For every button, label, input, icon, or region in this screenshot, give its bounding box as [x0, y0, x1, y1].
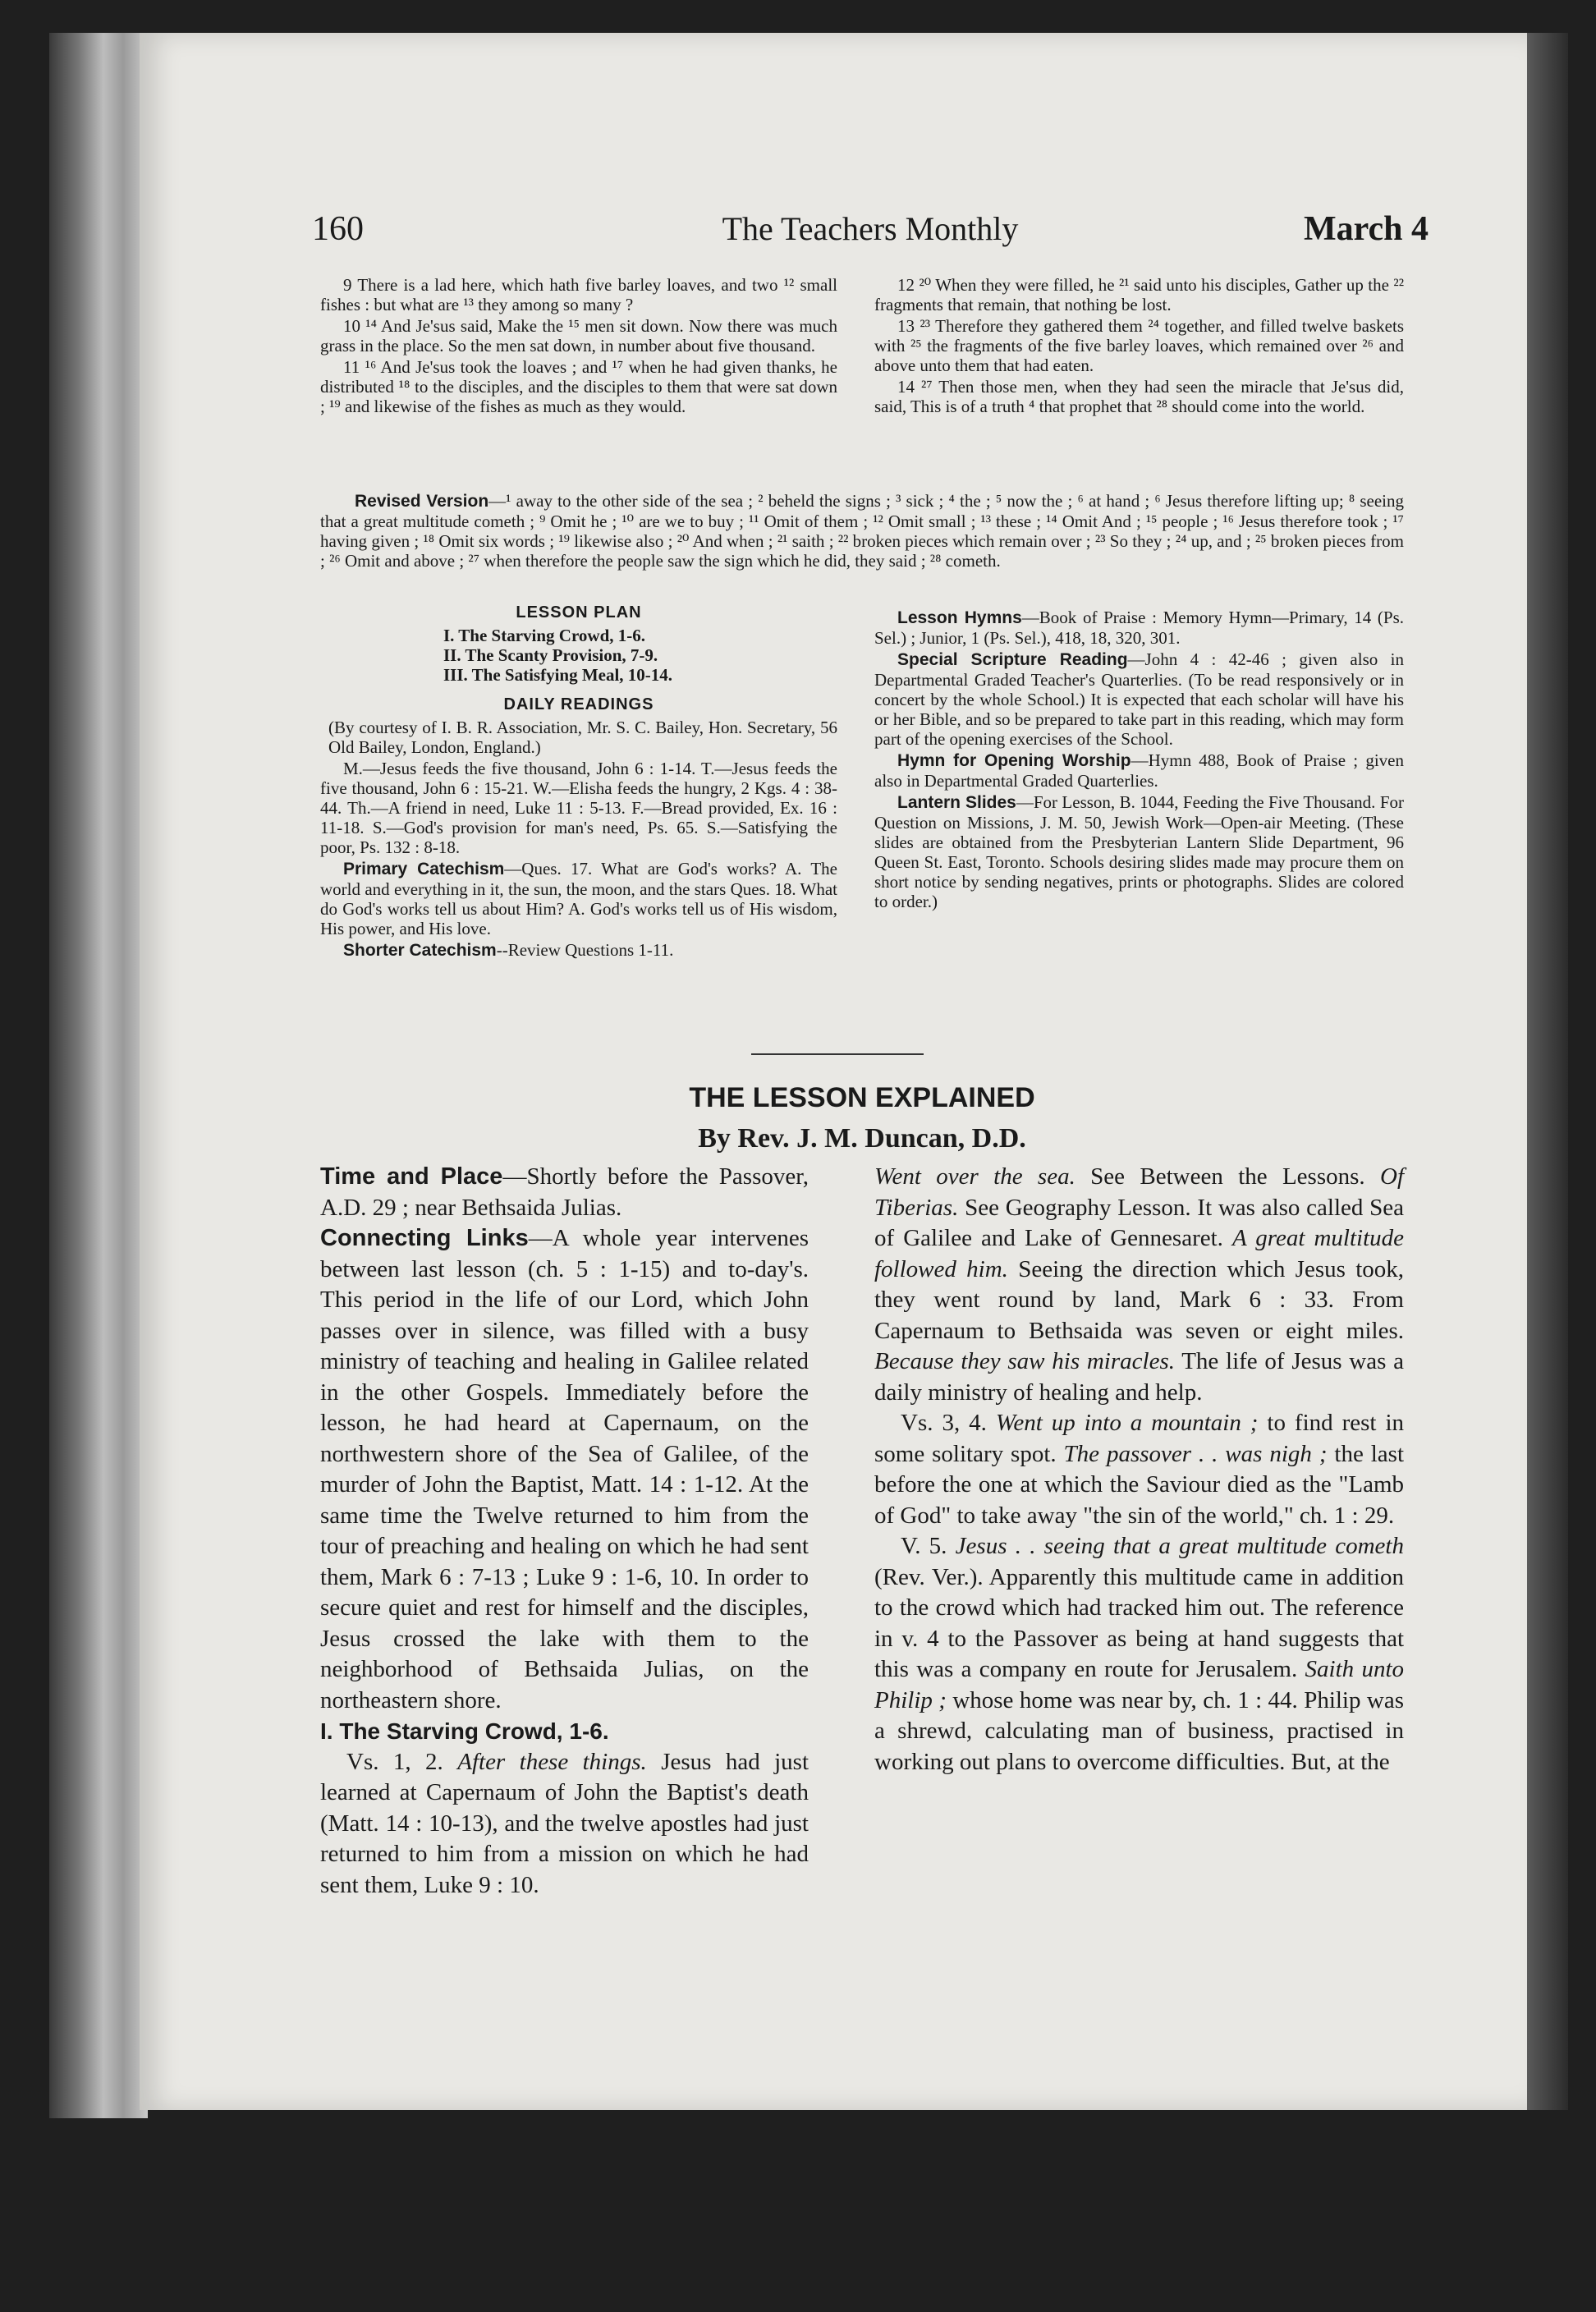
shorter-catechism-text: --Review Questions 1-11.	[496, 940, 674, 960]
scripture-right	[874, 275, 1404, 418]
body-text: to find rest in some solitary spot.	[874, 1410, 1405, 1467]
italic-phrase: Of Tiberias.	[874, 1163, 1404, 1221]
vs12-italic: After these things.	[457, 1748, 647, 1775]
revised-version	[320, 491, 1404, 572]
shorter-catechism-label: Shorter Catechism	[343, 941, 497, 960]
lesson-plan-title: LESSON PLAN	[516, 603, 642, 622]
v5-lead: V. 5.	[901, 1533, 947, 1559]
body-text: See Geography Lesson. It was also called Sea of Galilee and Lake of Gennesaret.	[874, 1194, 1404, 1251]
opening-hymn-label: Hymn for Opening Worship	[897, 751, 1131, 770]
left-notes	[320, 598, 837, 962]
lesson-date: March 4	[1303, 210, 1429, 248]
byline: By Rev. J. M. Duncan, D.D.	[698, 1123, 1026, 1154]
verse-10: 10 ¹⁴ And Je'sus said, Make the ¹⁵ men sit down. Now there was much grass in the place. So the men sat down, in number about five thousand.	[320, 316, 837, 356]
verse-14: 14 ²⁷ Then those men, when they had seen the miracle that Je'sus did, said, This is of a truth ⁴ that prophet that ²⁸ should come into the world.	[874, 377, 1404, 416]
daily-readings-text: M.—Jesus feeds the five thousand, John 6 : 1-14. T.—Jesus feeds the five thousand, John 6 : 15-21. W.—Elisha feeds the hungry, 2 Kgs. 4 : 38-44. Th.—A friend in need, Luke 11 : 5-13. F.—Bread provided, Ex. 16 : 11-18. S.—God's provision for man's need, Ps. 65. S.—Satisfying the poor, Ps. 132 : 8-18.	[320, 759, 837, 857]
lantern-slides-label: Lantern Slides	[897, 793, 1016, 812]
body-text: (Rev. Ver.). Apparently this multitude came in addition to the crowd which had tracked him out. The reference in v. 4 to the Passover as being at hand suggests that this was a company en route for Jerusalem.	[874, 1563, 1404, 1682]
page-header	[312, 209, 1429, 259]
lesson-explained-title: THE LESSON EXPLAINED	[689, 1082, 1035, 1113]
lesson-hymns-text: —Book of Praise : Memory Hymn—Primary, 14 (Ps. Sel.) ; Junior, 1 (Ps. Sel.), 418, 18, 320, 301.	[874, 608, 1404, 648]
plan-item-2: II. The Scanty Provision, 7-9.	[443, 645, 658, 665]
running-title: The Teachers Monthly	[722, 210, 1019, 247]
explained-left	[320, 1162, 809, 1901]
body-text: the last before the one at which the Saviour died as the "Lamb of God" to take away "the sin of the world," ch. 1 : 29.	[874, 1440, 1405, 1529]
primary-catechism-text: —Ques. 17. What are God's works? A. The world and everything in it, the sun, the moon, and the stars Ques. 18. What do God's works tell us about Him? A. God's works tell us of His wisdom, His power, and His love.	[320, 859, 837, 938]
lantern-slides-text: —For Lesson, B. 1044, Feeding the Five Thousand. For Question on Missions, J. M. 50, Jewish Work—Open-air Meeting. (These slides are obtained from the Presbyterian Lantern Slide Department, 96 Queen St. East, Toronto. Schools desiring slides made may procure them on short notice by sending negatives, prints or photographs. Slides are colored to order.)	[874, 792, 1404, 911]
time-place-label: Time and Place	[320, 1163, 503, 1190]
connecting-links-label: Connecting Links	[320, 1225, 529, 1251]
italic-phrase: Went over the sea.	[874, 1163, 1075, 1190]
vs12-lead: Vs. 1, 2.	[346, 1748, 443, 1775]
verse-12: 12 ²⁰ When they were filled, he ²¹ said unto his disciples, Gather up the ²² fragments that remain, that nothing be lost.	[874, 275, 1404, 314]
body-text: whose home was near by, ch. 1 : 44. Philip was a shrewd, calculating man of business, practised in working out plans to overcome difficulties. But, at the	[874, 1686, 1404, 1775]
italic-phrase: A great multitude followed him.	[874, 1225, 1404, 1282]
italic-phrase: Went up into a mountain ;	[995, 1410, 1259, 1436]
primary-catechism-label: Primary Catechism	[343, 860, 505, 878]
page-number: 160	[312, 210, 364, 248]
verse-13: 13 ²³ Therefore they gathered them ²⁴ together, and filled twelve baskets with ²⁵ the fragments of the five barley loaves, which remained over ²⁶ and above unto them that had eaten.	[874, 316, 1404, 375]
daily-readings-title: DAILY READINGS	[503, 695, 654, 713]
vs34-lead: Vs. 3, 4.	[901, 1410, 987, 1436]
daily-readings-courtesy: (By courtesy of I. B. R. Association, Mr. S. C. Bailey, Hon. Secretary, 56 Old Bailey, London, England.)	[328, 718, 837, 757]
italic-phrase: The passover . . was nigh ;	[1063, 1440, 1328, 1467]
italic-phrase: Saith unto Philip ;	[874, 1656, 1404, 1713]
gutter-shadow	[1527, 33, 1568, 2110]
lesson-hymns-label: Lesson Hymns	[897, 608, 1022, 627]
scripture-reading-label: Special Scripture Reading	[897, 650, 1128, 669]
time-place-text: —Shortly before the Passover, A.D. 29 ; near Bethsaida Julias.	[320, 1163, 809, 1221]
right-notes	[874, 608, 1404, 913]
italic-phrase: Jesus . . seeing that a great multitude cometh	[955, 1533, 1404, 1559]
opening-hymn-text: —Hymn 488, Book of Praise ; given also in Departmental Graded Quarterlies.	[874, 750, 1404, 791]
body-text: See Between the Lessons.	[1075, 1163, 1380, 1190]
body-text: The life of Jesus was a daily ministry of healing and help.	[874, 1348, 1404, 1406]
explained-right	[874, 1162, 1404, 1778]
connecting-links-text: —A whole year intervenes between last lesson (ch. 5 : 1-15) and to-day's. This period in the life of our Lord, which John passes over in silence, was filled with a busy ministry of teaching and healing in Galilee related in the other Gospels. Immediately before the lesson, he had heard at Capernaum, on the northwestern shore of the Sea of Galilee, of the murder of John the Baptist, Matt. 14 : 1-12. At the same time the Twelve returned to him from the tour of preaching and healing on which he had sent them, Mark 6 : 7-13 ; Luke 9 : 1-6, 10. In order to secure quiet and rest for himself and the disciples, Jesus crossed the lake with them to the neighborhood of Bethsaida Julias, on the northeastern shore.	[320, 1225, 809, 1713]
scripture-left	[320, 275, 837, 418]
plan-item-3: III. The Satisfying Meal, 10-14.	[443, 665, 673, 685]
body-text: Seeing the direction which Jesus took, they went round by land, Mark 6 : 33. From Capernaum to Bethsaida was seven or eight miles.	[874, 1255, 1405, 1344]
book-page-edges	[49, 33, 148, 2118]
revised-version-text: —¹ away to the other side of the sea ; ² beheld the signs ; ³ sick ; ⁴ the ; ⁵ now the ; ⁶ at hand ; ⁶ Jesus therefore lifting up; ⁸ seeing that a great multitude cometh ; ⁹ Omit he ; ¹⁰ are we to buy ; ¹¹ Omit of them ; ¹² Omit small ; ¹³ these ; ¹⁴ Omit And ; ¹⁵ people ; ¹⁶ Jesus therefore took ; ¹⁷ having given ; ¹⁸ Omit six words ; ¹⁹ likewise also ; ²⁰ And when ; ²¹ saith ; ²² broken pieces which remain over ; ²³ So they ; ²⁴ up, and ; ²⁵ broken pieces from ; ²⁶ Omit and above ; ²⁷ when therefore the people saw the sign which he did, they said ; ²⁸ cometh.	[320, 491, 1404, 571]
verse-9: 9 There is a lad here, which hath five barley loaves, and two ¹² small fishes : but what are ¹³ they among so many ?	[320, 275, 837, 314]
vs12-text: Jesus had just learned at Capernaum of John the Baptist's death (Matt. 14 : 10-13), and the twelve apostles had just returned to him from a mission on which he had sent them, Luke 9 : 10.	[320, 1748, 809, 1898]
italic-phrase: Because they saw his miracles.	[874, 1348, 1175, 1374]
revised-version-label: Revised Version	[355, 492, 489, 511]
scripture-reading-text: —John 4 : 42-46 ; given also in Departmental Graded Teacher's Quarterlies. (To be read responsively or in concert by the whole School.) It is expected that each scholar will have his or her Bible, and so be prepared to take part in this reading, which may form part of the opening exercises of the School.	[874, 649, 1404, 749]
section-heading-1: I. The Starving Crowd, 1-6.	[320, 1718, 609, 1744]
verse-11: 11 ¹⁶ And Je'sus took the loaves ; and ¹⁷ when he had given thanks, he distributed ¹⁸ to the disciples, and the disciples to them that were sat down ; ¹⁹ and likewise of the fishes as much as they would.	[320, 357, 837, 416]
plan-item-1: I. The Starving Crowd, 1-6.	[443, 626, 646, 645]
section-divider	[751, 1053, 924, 1055]
